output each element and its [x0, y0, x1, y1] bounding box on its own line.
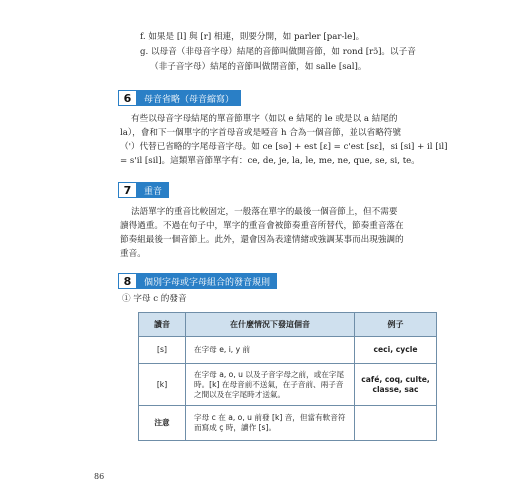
sound-cell: [k]: [139, 364, 186, 406]
header-cell: 讀音: [139, 313, 186, 337]
example-line: café, coq, culte,: [361, 374, 430, 384]
section-number: 7: [118, 182, 137, 198]
section-7-header: [118, 182, 169, 198]
table-row: [139, 364, 437, 406]
section-8-header: [118, 273, 277, 289]
condition-cell: [186, 364, 355, 406]
pronunciation-table: [138, 312, 437, 441]
header-cell: 在什麼情況下發這個音: [186, 313, 355, 337]
table-row: [139, 406, 437, 441]
condition-cell: [186, 406, 355, 441]
s6-paragraph-line: （'）代替已省略的字尾母音字母。如 ce [sə] + est [ɛ] = c'est [sɛ]，si [si] + il [il]: [120, 142, 448, 152]
rule-g-line1: g. 以母音（非母音字母）結尾的音節叫做開音節，如 rond [rɔ̃]。以子音: [140, 47, 416, 57]
sound-cell: 注意: [139, 406, 186, 441]
s7-paragraph-line: 重音。: [120, 249, 146, 259]
section-title: 個別字母或字母組合的發音規則: [137, 273, 277, 289]
condition-cell: [186, 337, 355, 364]
rule-g-line2: （非子音字母）結尾的音節叫做閉音節，如 salle [sal]。: [150, 62, 367, 72]
page-number: 86: [94, 472, 105, 481]
s7-paragraph-line: 節奏組最後一個音節上。此外，還會因為表達情緒或強調某事而出現強調的: [120, 235, 404, 245]
section-title: 重音: [137, 182, 169, 198]
condition-line: 之間以及在字尾時才送氣。: [194, 389, 286, 399]
table-header-row: [139, 313, 437, 337]
table-row: [139, 337, 437, 364]
section-title: 母音省略（母音縮寫）: [137, 90, 241, 106]
s6-paragraph-line: = s'il [sil]。這類單音節單字有：ce, de, je, la, le, me, ne, que, se, si, te。: [120, 156, 420, 166]
condition-line: 時。[k] 在母音前不送氣，在子音前、兩子音: [194, 379, 344, 389]
example-cell: [355, 364, 437, 406]
example-line: classe, sac: [372, 384, 419, 394]
header-cell: 例子: [355, 313, 437, 337]
example-cell: [355, 337, 437, 364]
s6-paragraph-line: 有些以母音字母結尾的單音節單字（如以 e 結尾的 le 或是以 a 結尾的: [131, 114, 398, 124]
s7-paragraph-line: 法語單字的重音比較固定，一般落在單字的最後一個音節上，但不需要: [131, 207, 398, 217]
section-number: 6: [118, 90, 137, 106]
example-line: ceci, cycle: [373, 345, 418, 354]
condition-line: 字母 c 在 a, o, u 前發 [k] 音，但當有軟音符: [194, 413, 346, 422]
section-6-header: [118, 90, 241, 106]
condition-line: 在字母 a, o, u 以及子音字母之前，或在字尾: [194, 369, 345, 379]
example-cell: [355, 406, 437, 441]
sound-cell: [s]: [139, 337, 186, 364]
section-number: 8: [118, 273, 137, 289]
condition-line: 在字母 e, i, y 前: [194, 345, 251, 354]
condition-line: 而寫成 ç 時，讀作 [s]。: [194, 423, 277, 432]
s6-paragraph-line: la），會和下一個單字的字首母音或是啞音 h 合為一個音節，並以省略符號: [120, 128, 401, 138]
rule-f: f. 如果是 [l] 與 [r] 相連，則要分開，如 parler [par-le]。: [140, 32, 365, 42]
s8-subtitle: ① 字母 c 的發音: [122, 294, 187, 304]
s7-paragraph-line: 讀得過重。不過在句子中，單字的重音會被節奏重音所替代，節奏重音落在: [120, 221, 404, 231]
